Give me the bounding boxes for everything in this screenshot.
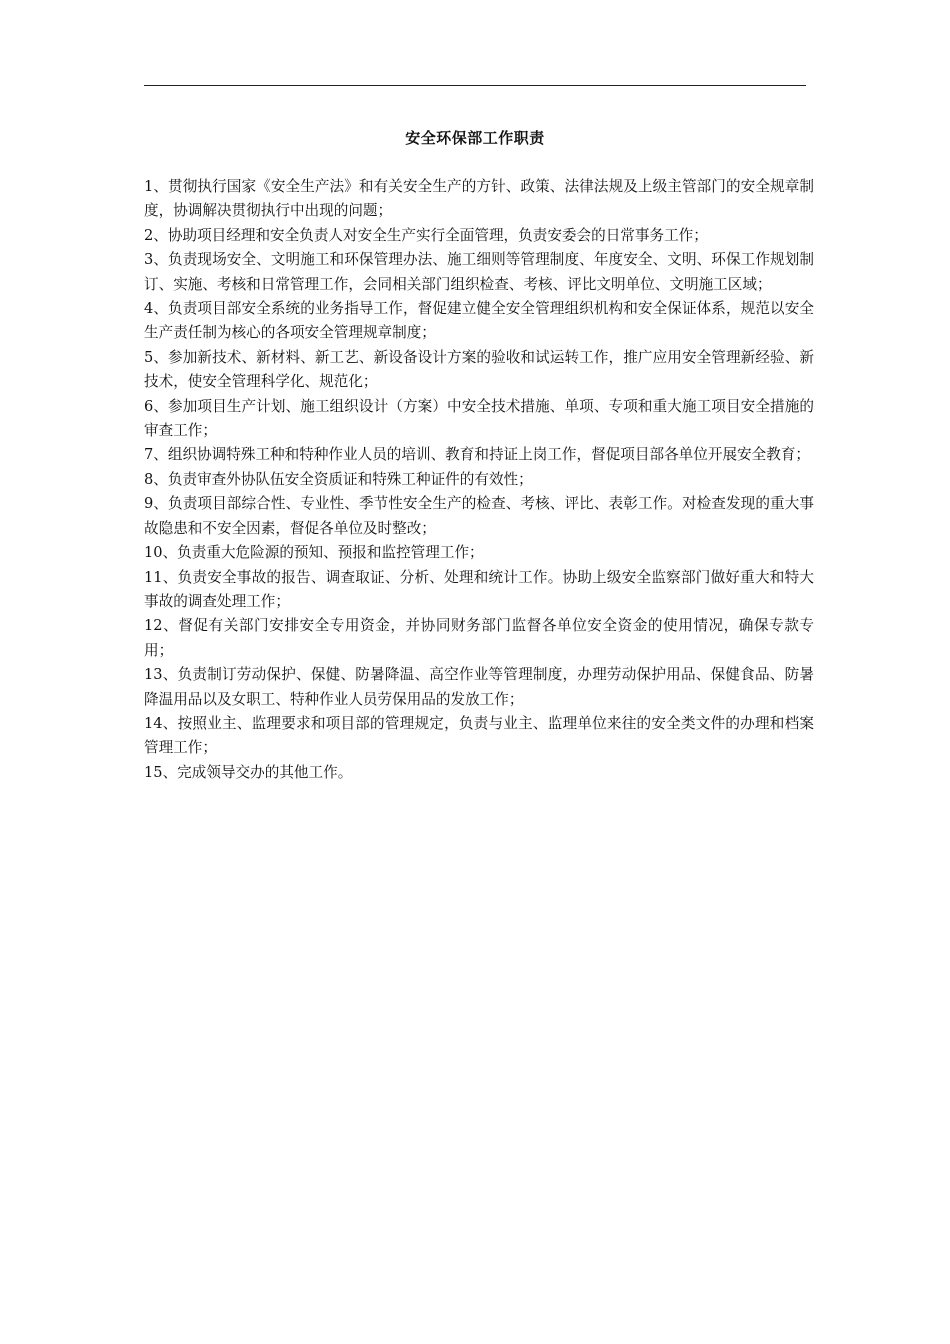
duty-item-15: 15、完成领导交办的其他工作。: [144, 763, 353, 781]
duty-item-9: 9、负责项目部综合性、专业性、季节性安全生产的检查、考核、评比、表彰工作。对检查发现的重大事故隐患和不安全因素，督促各单位及时整改；: [144, 495, 814, 537]
duty-item-1: 1、贯彻执行国家《安全生产法》和有关安全生产的方针、政策、法律法规及上级主管部门的安全规章制度，协调解决贯彻执行中出现的问题；: [144, 178, 814, 220]
duty-item-6: 6、参加项目生产计划、施工组织设计（方案）中安全技术措施、单项、专项和重大施工项目安全措施的审查工作；: [144, 397, 814, 440]
duty-item-5: 5、参加新技术、新材料、新工艺、新设备设计方案的验收和试运转工作，推广应用安全管理新经验、新技术，使安全管理科学化、规范化；: [144, 348, 814, 391]
duty-list: [144, 175, 814, 785]
duty-item-11: 11、负责安全事故的报告、调查取证、分析、处理和统计工作。协助上级安全监察部门做好重大和特大事故的调查处理工作；: [144, 568, 814, 610]
duty-item-3: 3、负责现场安全、文明施工和环保管理办法、施工细则等管理制度、年度安全、文明、环保工作规划制订、实施、考核和日常管理工作，会同相关部门组织检查、考核、评比文明单位、文明施工区域；: [144, 251, 814, 293]
duty-item-7: 7、组织协调特殊工种和特种作业人员的培训、教育和持证上岗工作，督促项目部各单位开展安全教育；: [144, 446, 811, 464]
duty-item-10: 10、负责重大危险源的预知、预报和监控管理工作；: [144, 544, 484, 562]
duty-item-4: 4、负责项目部安全系统的业务指导工作，督促建立健全安全管理组织机构和安全保证体系，规范以安全生产责任制为核心的各项安全管理规章制度；: [144, 300, 814, 342]
duty-item-8: 8、负责审查外协队伍安全资质证和特殊工种证件的有效性；: [144, 470, 533, 488]
duty-item-2: 2、协助项目经理和安全负责人对安全生产实行全面管理，负责安委会的日常事务工作；: [144, 226, 708, 244]
duty-item-13: 13、负责制订劳动保护、保健、防暑降温、高空作业等管理制度，办理劳动保护用品、保健食品、防暑降温用品以及女职工、特种作业人员劳保用品的发放工作；: [144, 666, 814, 708]
header-rule: [144, 85, 806, 86]
duty-item-14: 14、按照业主、监理要求和项目部的管理规定，负责与业主、监理单位来往的安全类文件的办理和档案管理工作；: [144, 714, 814, 757]
duty-item-12: 12、督促有关部门安排安全专用资金，并协同财务部门监督各单位安全资金的使用情况，确保专款专用；: [144, 617, 814, 659]
page-title: 安全环保部工作职责: [405, 129, 545, 147]
